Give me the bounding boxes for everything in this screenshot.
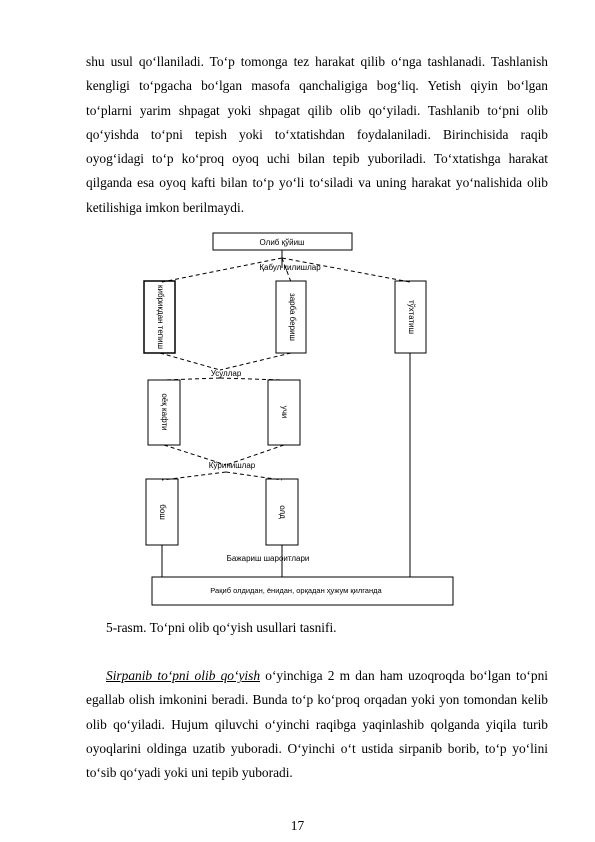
diagram-box-f-text: бош: [158, 504, 167, 520]
diagram-box-g-text: олд: [278, 505, 287, 519]
diagram-box-b-text: зарба бериш: [288, 293, 297, 341]
figure-caption: 5-rasm. To‘pni olib qo‘yish usullari tasnifi.: [106, 620, 337, 635]
diagram-box-a-text: кибрикдан тепиш: [156, 285, 165, 349]
diagram-level3-label: Кўринишлар: [208, 461, 256, 470]
paragraph-2-term: Sirpanib to‘pni olib qo‘yish: [106, 668, 261, 683]
paragraph-1: shu usul qo‘llaniladi. To‘p tomonga tez harakat qilib o‘nga tashlanadi. Tashlanish kengligi to‘pgacha bo‘lgan masofa qanchaligiga bog‘liq. Yetish qiyin bo‘lgan to‘plarni yarim shpagat yoki shpagat qilib olib qo‘yiladi. Tashlanib to‘pni olib qo‘yishda to‘pni tepish yoki to‘xtatishdan foydalaniladi. Birinchisida raqib oyog‘idagi to‘p ko‘proq oyoq uchi bilan tepib yuboriladi. To‘xtatishga harakat qilganda esa oyoq kafti bilan to‘p yo‘li to‘siladi va uning harakat yo‘nalishida olib ketilishiga imkon berilmaydi.: [86, 54, 548, 215]
paragraph-2-text: o‘yinchiga 2 m dan ham uzoqroqda bo‘lgan to‘pni egallab olish imkonini beradi. Bunda to‘p ko‘proq orqadan yoki yon tomondan kelib olib qo‘yiladi. Hujum qiluvchi o‘yinchi raqibga yaqinlashib qolganda yiqila turib oyoqlarini oldinga uzatib yuboradi. O‘yinchi o‘t ustida sirpanib borib, to‘p yo‘lini to‘sib qo‘yadi yoki uni tepib yuboradi.: [86, 668, 548, 781]
diagram-top-text: Олиб қўйиш: [259, 238, 305, 247]
diagram-box-c-text: тўхтатиш: [407, 300, 416, 334]
diagram-bottom-text: Рақиб олдидан, ёнидан, орқадан ҳужум қилганда: [210, 586, 382, 595]
diagram-level4-label: Бажариш шароитлари: [226, 554, 310, 563]
diagram-level1-label: Қабул қилишлар: [259, 263, 321, 272]
diagram-box-e-text: учи: [280, 405, 289, 419]
diagram-level2-label: Усуллар: [210, 369, 242, 378]
paragraph-2: [86, 664, 548, 785]
page-number: 17: [290, 818, 305, 833]
diagram-box-d-text: оёқ кафти: [160, 393, 169, 431]
